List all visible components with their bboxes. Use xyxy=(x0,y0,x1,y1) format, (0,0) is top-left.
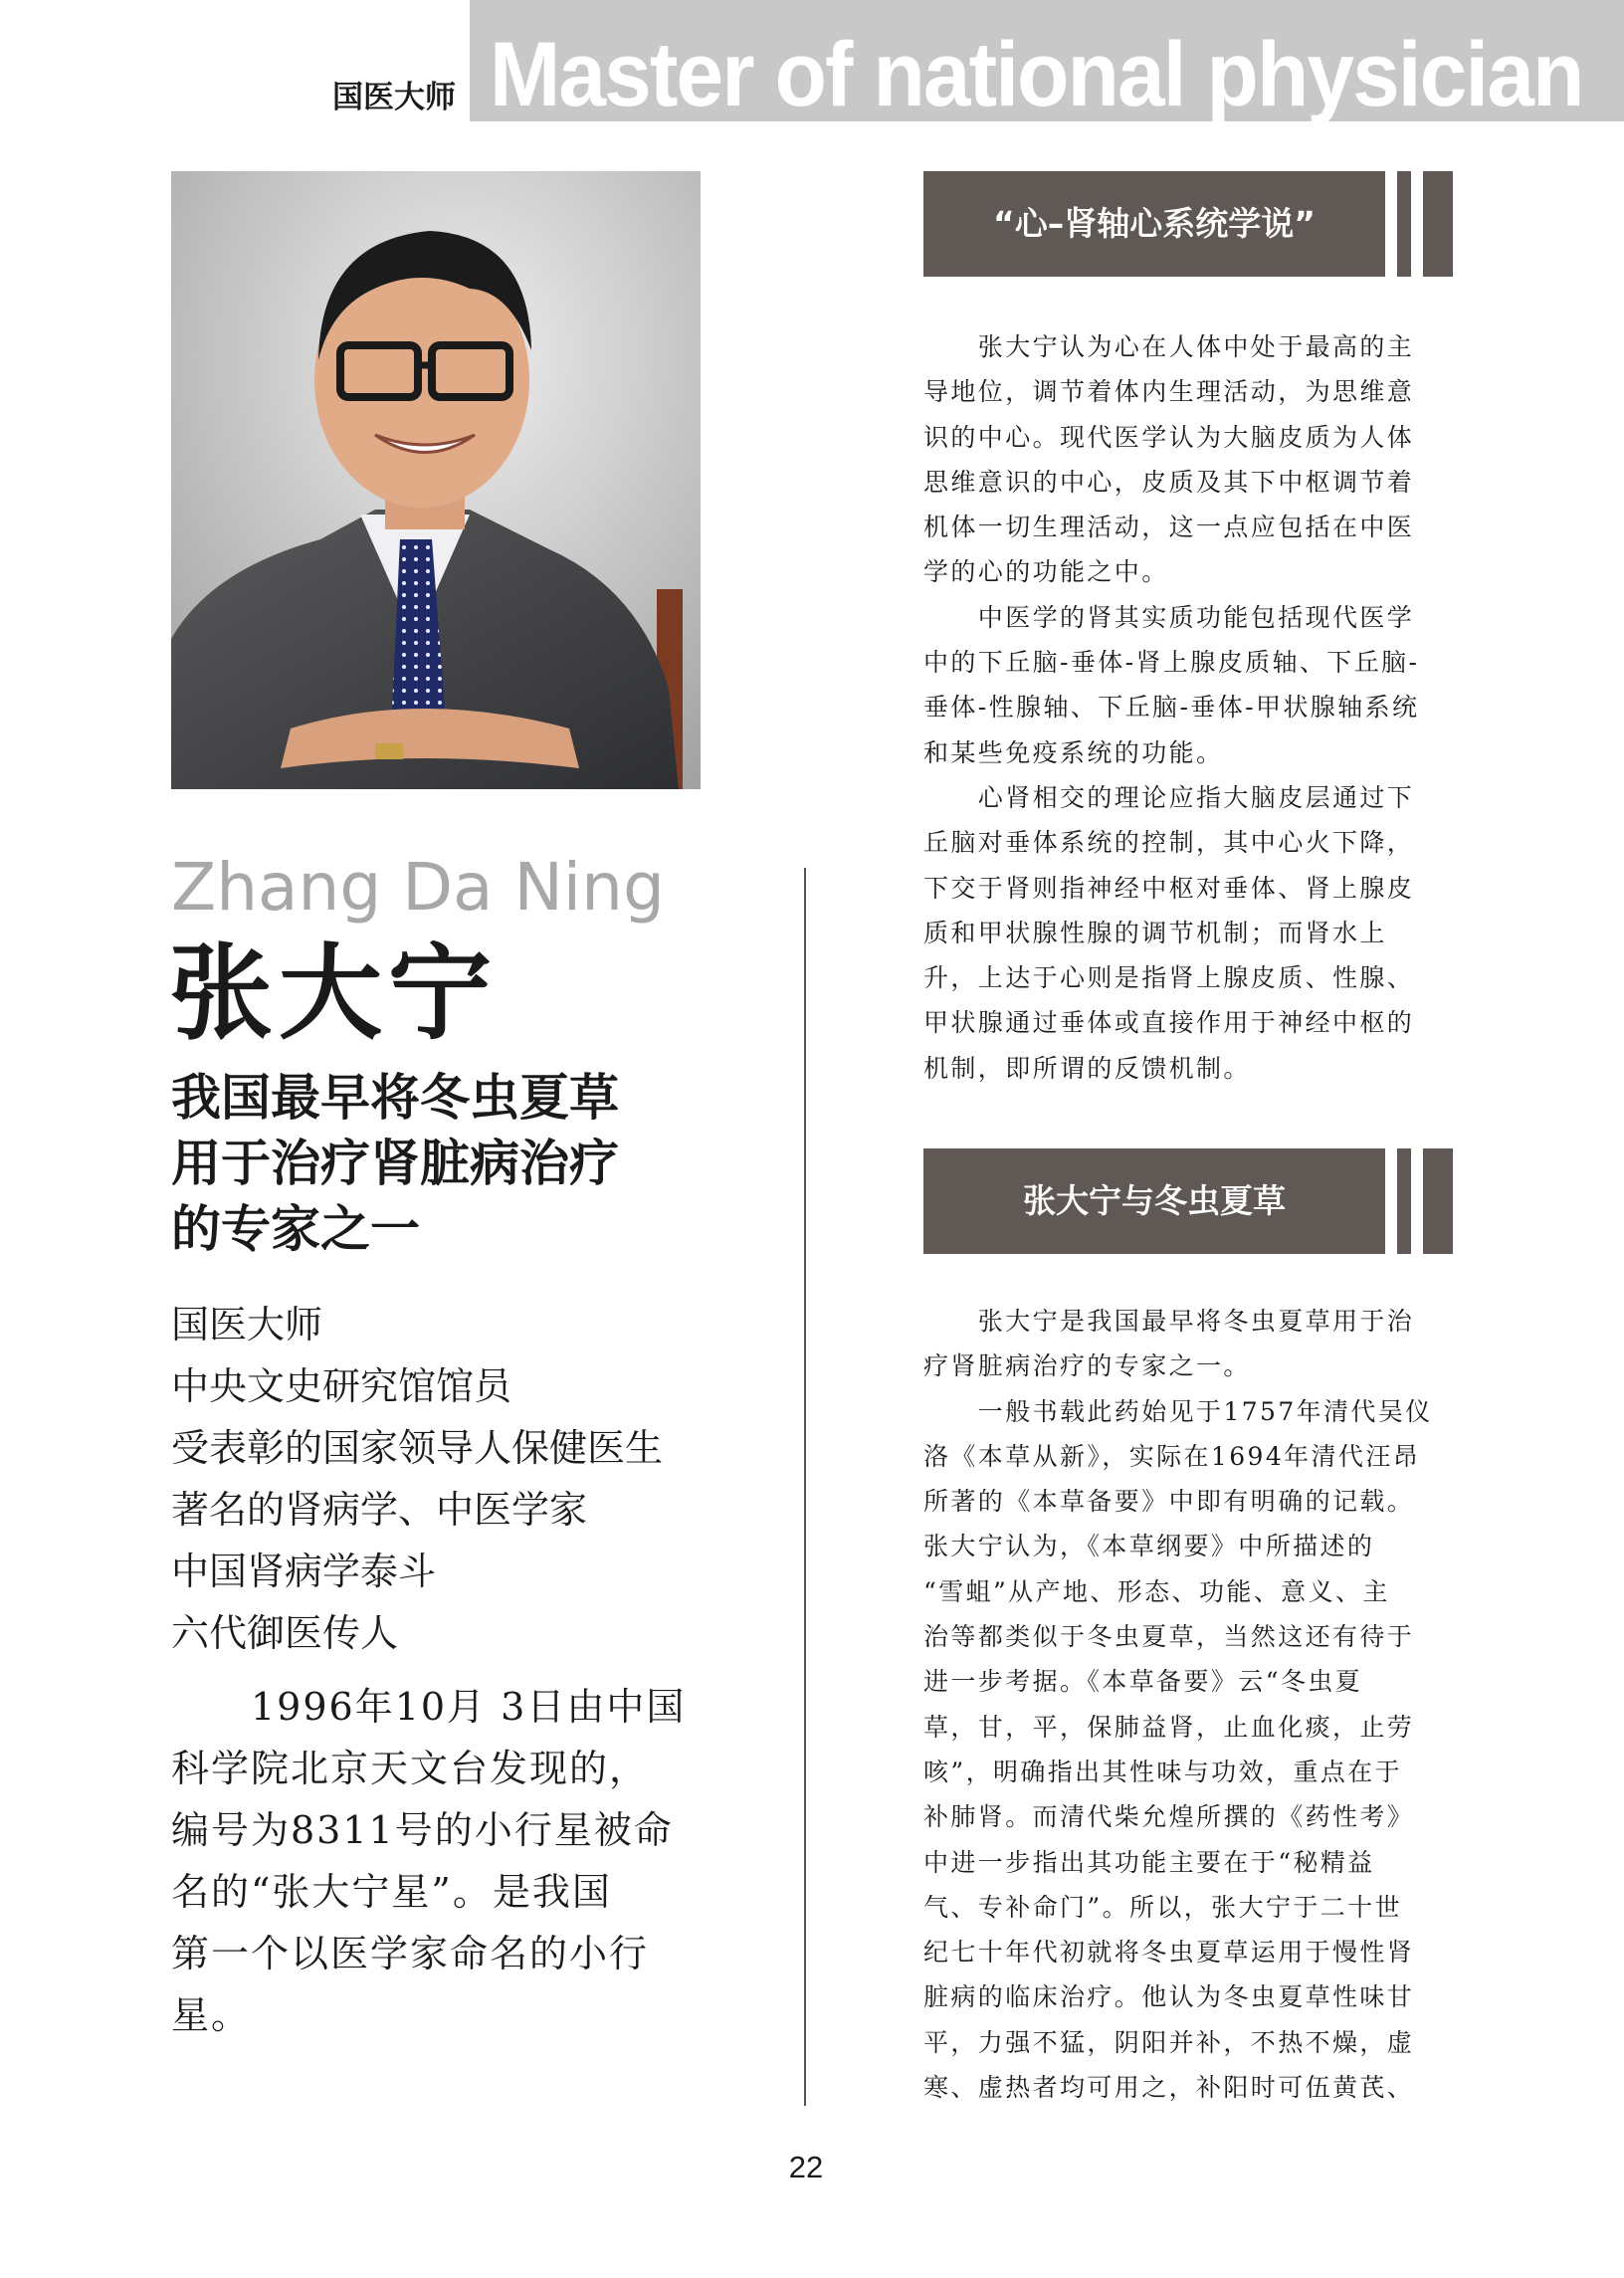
heading-bar xyxy=(1397,171,1411,277)
heading-bar xyxy=(1423,1148,1453,1254)
body-line: 机制，即所谓的反馈机制。 xyxy=(923,1053,1251,1083)
bio-line: 1996年10月 3日由中国 xyxy=(171,1685,687,1729)
heading-bar xyxy=(1423,171,1453,277)
asteroid-bio xyxy=(171,1676,709,2046)
section1-heading-text: “心–肾轴心系统学说” xyxy=(923,171,1385,277)
body-line: 补肺肾。而清代柴允煌所撰的《药性考》 xyxy=(923,1802,1415,1832)
body-line: 中的下丘脑-垂体-肾上腺皮质轴、下丘脑- xyxy=(923,648,1420,678)
title-item: 国医大师 xyxy=(171,1303,323,1346)
body-line: 治等都类似于冬虫夏草，当然这还有待于 xyxy=(923,1622,1415,1652)
title-item: 著名的肾病学、中医学家 xyxy=(171,1488,588,1532)
body-line: 机体一切生理活动，这一点应包括在中医 xyxy=(923,513,1415,542)
body-line: 洛《本草从新》，实际在1694年清代汪昂 xyxy=(923,1441,1421,1471)
portrait-photo xyxy=(171,171,701,789)
body-line: 学的心的功能之中。 xyxy=(923,557,1169,587)
body-line: 甲状腺通过垂体或直接作用于神经中枢的 xyxy=(923,1008,1415,1038)
body-line: 下交于肾则指神经中枢对垂体、肾上腺皮 xyxy=(923,873,1415,903)
body-line: 进一步考据。《本草备要》云“冬虫夏 xyxy=(923,1667,1363,1697)
title-item: 六代御医传人 xyxy=(171,1611,399,1655)
bio-line: 编号为8311号的小行星被命 xyxy=(171,1808,674,1852)
body-line: “雪蛆”从产地、形态、功能、意义、主 xyxy=(923,1576,1390,1606)
bio-line: 第一个以医学家命名的小行 xyxy=(171,1932,650,1975)
body-line: 导地位，调节着体内生理活动，为思维意 xyxy=(923,377,1415,407)
body-line: 平，力强不猛，阴阳并补，不热不燥，虚 xyxy=(923,2027,1415,2057)
body-line: 心肾相交的理论应指大脑皮层通过下 xyxy=(923,782,1415,812)
section1-heading xyxy=(923,171,1453,277)
body-line: 丘脑对垂体系统的控制，其中心火下降， xyxy=(923,828,1415,858)
bio-line: 名的“张大宁星”。是我国 xyxy=(171,1870,612,1914)
subtitle-line: 的专家之一 xyxy=(171,1199,420,1258)
subtitle-line: 我国最早将冬虫夏草 xyxy=(171,1068,619,1127)
body-line: 中进一步指出其功能主要在于“秘精益 xyxy=(923,1847,1375,1877)
column-divider xyxy=(804,868,806,2106)
title-item: 受表彰的国家领导人保健医生 xyxy=(171,1426,664,1470)
body-line: 张大宁认为心在人体中处于最高的主 xyxy=(923,332,1415,361)
subtitle xyxy=(171,1065,709,1262)
bio-line: 科学院北京天文台发现的， xyxy=(171,1747,650,1790)
body-line: 咳”，明确指出其性味与功效，重点在于 xyxy=(923,1757,1402,1786)
section2-heading-text: 张大宁与冬虫夏草 xyxy=(923,1148,1385,1254)
body-line: 升，上达于心则是指肾上腺皮质、性腺、 xyxy=(923,963,1415,993)
body-line: 疗肾脏病治疗的专家之一。 xyxy=(923,1351,1251,1381)
body-line: 气、专补命门”。所以，张大宁于二十世 xyxy=(923,1892,1402,1922)
page-number: 22 xyxy=(788,2150,824,2184)
body-line: 思维意识的中心，皮质及其下中枢调节着 xyxy=(923,467,1415,497)
body-line: 所著的《本草备要》中即有明确的记载。 xyxy=(923,1487,1415,1517)
body-line: 纪七十年代初就将冬虫夏草运用于慢性肾 xyxy=(923,1938,1415,1967)
body-line: 识的中心。现代医学认为大脑皮质为人体 xyxy=(923,422,1415,452)
section2-body xyxy=(923,1299,1453,2110)
title-item: 中央文史研究馆馆员 xyxy=(171,1364,512,1408)
name-english: Zhang Da Ning xyxy=(171,849,665,926)
header-english-title: Master of national physician xyxy=(490,24,1583,125)
header-chinese-label: 国医大师 xyxy=(332,80,456,115)
body-line: 和某些免疫系统的功能。 xyxy=(923,737,1224,767)
body-line: 一般书载此药始见于1757年清代吴仪 xyxy=(923,1396,1433,1426)
titles-list xyxy=(171,1294,663,1664)
body-line: 中医学的肾其实质功能包括现代医学 xyxy=(923,602,1415,632)
name-chinese: 张大宁 xyxy=(169,932,499,1054)
section1-body xyxy=(923,324,1453,1091)
body-line: 草，甘，平，保肺益肾，止血化痰，止劳 xyxy=(923,1712,1415,1742)
section2-heading xyxy=(923,1148,1453,1254)
bio-line: 星。 xyxy=(171,1993,252,2037)
body-line: 质和甲状腺性腺的调节机制；而肾水上 xyxy=(923,918,1387,947)
body-line: 脏病的临床治疗。他认为冬虫夏草性味甘 xyxy=(923,1982,1415,2012)
body-line: 张大宁认为，《本草纲要》中所描述的 xyxy=(923,1532,1375,1561)
portrait-illustration xyxy=(171,171,701,789)
body-line: 寒、虚热者均可用之，补阳时可伍黄芪、 xyxy=(923,2073,1415,2103)
heading-bar xyxy=(1397,1148,1411,1254)
subtitle-line: 用于治疗肾脏病治疗 xyxy=(171,1134,619,1192)
title-item: 中国肾病学泰斗 xyxy=(171,1550,437,1593)
body-line: 垂体-性腺轴、下丘脑-垂体-甲状腺轴系统 xyxy=(923,693,1420,723)
body-line: 张大宁是我国最早将冬虫夏草用于治 xyxy=(923,1307,1415,1336)
